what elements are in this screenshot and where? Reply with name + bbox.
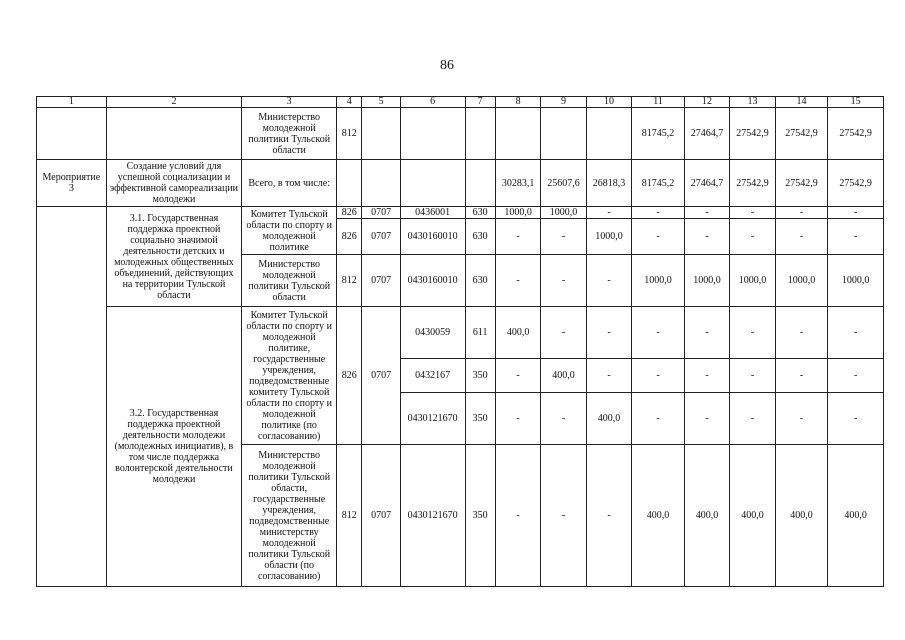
cell: 27542,9: [828, 160, 884, 207]
cell: 400,0: [495, 307, 540, 359]
cell: -: [730, 393, 775, 445]
cell: -: [828, 219, 884, 255]
cell: 826: [337, 207, 362, 219]
cell: -: [730, 307, 775, 359]
cell: 0430121670: [400, 393, 465, 445]
table-row: [37, 108, 884, 160]
cell: 1000,0: [775, 255, 828, 307]
cell: 350: [465, 393, 495, 445]
cell: 0430160010: [400, 255, 465, 307]
cell: 400,0: [730, 445, 775, 587]
event-label: Мероприятие 3: [37, 160, 107, 207]
cell: 630: [465, 219, 495, 255]
cell: 30283,1: [495, 160, 540, 207]
col-header: 6: [400, 97, 465, 108]
cell: 1000,0: [586, 219, 631, 255]
cell: 1000,0: [730, 255, 775, 307]
cell: 81745,2: [632, 160, 685, 207]
cell: 27542,9: [828, 108, 884, 160]
cell: 400,0: [541, 359, 586, 393]
cell: 27542,9: [730, 108, 775, 160]
cell: -: [684, 307, 729, 359]
cell: 25607,6: [541, 160, 586, 207]
cell: 1000,0: [541, 207, 586, 219]
cell: -: [730, 219, 775, 255]
cell: 812: [337, 445, 362, 587]
cell: 27542,9: [775, 108, 828, 160]
cell: 350: [465, 359, 495, 393]
cell: -: [684, 219, 729, 255]
cell: 1000,0: [828, 255, 884, 307]
cell: -: [541, 255, 586, 307]
cell: 826: [337, 219, 362, 255]
cell: 350: [465, 445, 495, 587]
cell: 0707: [362, 219, 400, 255]
header-row: [37, 97, 884, 108]
col-header: 9: [541, 97, 586, 108]
cell: -: [828, 393, 884, 445]
cell: -: [828, 359, 884, 393]
cell: -: [828, 307, 884, 359]
col-header: 5: [362, 97, 400, 108]
col-header: 8: [495, 97, 540, 108]
cell: -: [684, 393, 729, 445]
col-header: 7: [465, 97, 495, 108]
cell: -: [495, 393, 540, 445]
col-header: 2: [106, 97, 241, 108]
org-cell: Министерство молодежной политики Тульской области: [242, 255, 337, 307]
cell: -: [775, 219, 828, 255]
org-cell: Всего, в том числе:: [242, 160, 337, 207]
cell: -: [541, 393, 586, 445]
cell: 0436001: [400, 207, 465, 219]
page-number: 86: [440, 58, 454, 73]
cell: -: [541, 445, 586, 587]
budget-table: [36, 96, 884, 587]
org-cell: Министерство молодежной политики Тульской области: [242, 108, 337, 160]
cell: -: [495, 359, 540, 393]
cell: -: [775, 359, 828, 393]
cell: -: [541, 307, 586, 359]
col-header: 12: [684, 97, 729, 108]
cell: 1000,0: [684, 255, 729, 307]
cell: -: [730, 359, 775, 393]
cell: 400,0: [684, 445, 729, 587]
cell: 400,0: [632, 445, 685, 587]
org-cell: Комитет Тульской области по спорту и молодежной политике, государственные учреждения, подведомственные комитету Тульской области по спорту и молодежной политике (по согласованию): [242, 307, 337, 445]
col-header: 10: [586, 97, 631, 108]
table-row: [37, 160, 884, 207]
col-header: 13: [730, 97, 775, 108]
subevent-name: 3.1. Государственная поддержка проектной социально значимой деятельности детских и молодежных общественных объединений, действующих на территории Тульской области: [106, 207, 241, 307]
cell: -: [495, 255, 540, 307]
cell: 26818,3: [586, 160, 631, 207]
cell: 400,0: [828, 445, 884, 587]
cell: 0432167: [400, 359, 465, 393]
col-header: 1: [37, 97, 107, 108]
cell: -: [586, 359, 631, 393]
cell: 611: [465, 307, 495, 359]
cell: 0430121670: [400, 445, 465, 587]
cell: -: [586, 307, 631, 359]
cell: 27464,7: [684, 160, 729, 207]
cell: -: [828, 207, 884, 219]
cell: -: [495, 445, 540, 587]
cell: -: [586, 207, 631, 219]
cell: 1000,0: [495, 207, 540, 219]
cell: -: [541, 219, 586, 255]
event-name: Создание условий для успешной социализации и эффективной самореализации молодежи: [106, 160, 241, 207]
cell: 1000,0: [632, 255, 685, 307]
cell: -: [684, 207, 729, 219]
cell: -: [632, 219, 685, 255]
cell: 0707: [362, 445, 400, 587]
cell: 27542,9: [775, 160, 828, 207]
cell: -: [632, 307, 685, 359]
org-cell: Комитет Тульской области по спорту и молодежной политике: [242, 207, 337, 255]
cell: -: [586, 445, 631, 587]
col-header: 4: [337, 97, 362, 108]
cell: -: [775, 393, 828, 445]
cell: 812: [337, 108, 362, 160]
table-row: [37, 207, 884, 219]
cell: 0707: [362, 207, 400, 219]
subevent-name: 3.2. Государственная поддержка проектной деятельности молодежи (молодежных инициатив), в том числе поддержка волонтерской деятельности молодежи: [106, 307, 241, 587]
cell: 400,0: [586, 393, 631, 445]
org-cell: Министерство молодежной политики Тульской области, государственные учреждения, подведомственные министерству молодежной политики Тульской области (по согласованию): [242, 445, 337, 587]
cell: 826: [337, 307, 362, 445]
cell: -: [586, 255, 631, 307]
cell: 81745,2: [632, 108, 685, 160]
cell: 0430160010: [400, 219, 465, 255]
col-header: 14: [775, 97, 828, 108]
cell: -: [632, 207, 685, 219]
cell: 0707: [362, 307, 400, 445]
cell: 0430059: [400, 307, 465, 359]
cell: 630: [465, 255, 495, 307]
col-header: 11: [632, 97, 685, 108]
cell: -: [775, 207, 828, 219]
col-header: 3: [242, 97, 337, 108]
col-header: 15: [828, 97, 884, 108]
cell: 812: [337, 255, 362, 307]
cell: 400,0: [775, 445, 828, 587]
cell: -: [684, 359, 729, 393]
cell: -: [730, 207, 775, 219]
cell: 27464,7: [684, 108, 729, 160]
cell: -: [495, 219, 540, 255]
table-row: [37, 307, 884, 359]
cell: -: [632, 359, 685, 393]
cell: 630: [465, 207, 495, 219]
cell: 0707: [362, 255, 400, 307]
cell: 27542,9: [730, 160, 775, 207]
cell: -: [632, 393, 685, 445]
cell: -: [775, 307, 828, 359]
